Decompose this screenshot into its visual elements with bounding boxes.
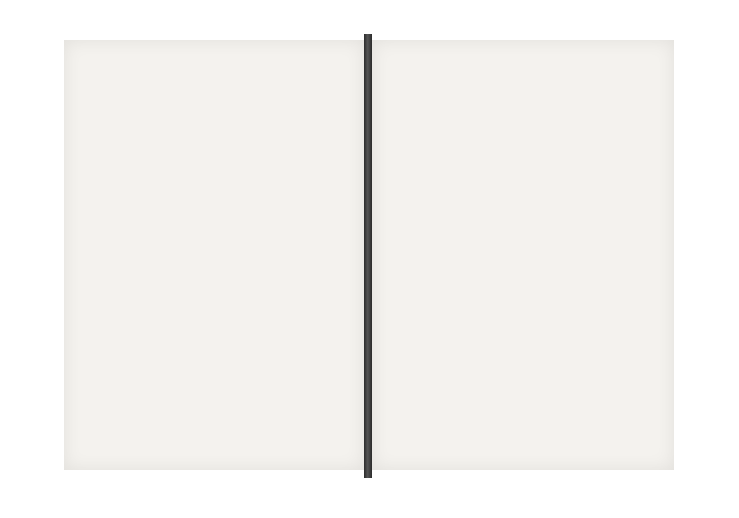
right-text-column bbox=[530, 100, 538, 420]
left-text-column bbox=[303, 100, 311, 420]
left-text-column bbox=[86, 100, 94, 420]
left-text-column bbox=[249, 100, 257, 420]
left-text-column bbox=[276, 100, 284, 420]
left-text-column bbox=[140, 100, 148, 420]
right-page-columns bbox=[388, 100, 652, 420]
right-text-column bbox=[601, 100, 609, 420]
right-page bbox=[372, 40, 674, 470]
right-text-column bbox=[544, 100, 552, 420]
right-text-column bbox=[473, 100, 481, 420]
left-page bbox=[64, 40, 364, 470]
right-text-column bbox=[388, 100, 396, 420]
right-text-column bbox=[615, 100, 623, 420]
left-text-column bbox=[127, 100, 135, 420]
right-text-column bbox=[402, 100, 410, 420]
right-text-column bbox=[644, 100, 652, 420]
right-text-column bbox=[431, 100, 439, 420]
left-text-column bbox=[290, 100, 298, 420]
left-text-column bbox=[208, 100, 216, 420]
right-text-column bbox=[630, 100, 638, 420]
left-text-column bbox=[154, 100, 162, 420]
right-text-column bbox=[502, 100, 510, 420]
left-text-column bbox=[167, 100, 175, 420]
left-page-columns bbox=[86, 100, 338, 420]
left-text-column bbox=[181, 100, 189, 420]
left-text-column bbox=[100, 100, 108, 420]
right-text-column bbox=[516, 100, 524, 420]
right-text-column bbox=[417, 100, 425, 420]
left-text-column bbox=[222, 100, 230, 420]
right-text-column bbox=[573, 100, 581, 420]
left-text-column bbox=[330, 100, 338, 420]
right-text-column bbox=[488, 100, 496, 420]
right-text-column bbox=[559, 100, 567, 420]
right-text-column bbox=[445, 100, 453, 420]
left-text-column bbox=[195, 100, 203, 420]
right-text-column bbox=[587, 100, 595, 420]
left-text-column bbox=[263, 100, 271, 420]
left-text-column bbox=[113, 100, 121, 420]
left-text-column bbox=[235, 100, 243, 420]
book-spine bbox=[364, 34, 372, 478]
right-text-column bbox=[459, 100, 467, 420]
left-text-column bbox=[317, 100, 325, 420]
